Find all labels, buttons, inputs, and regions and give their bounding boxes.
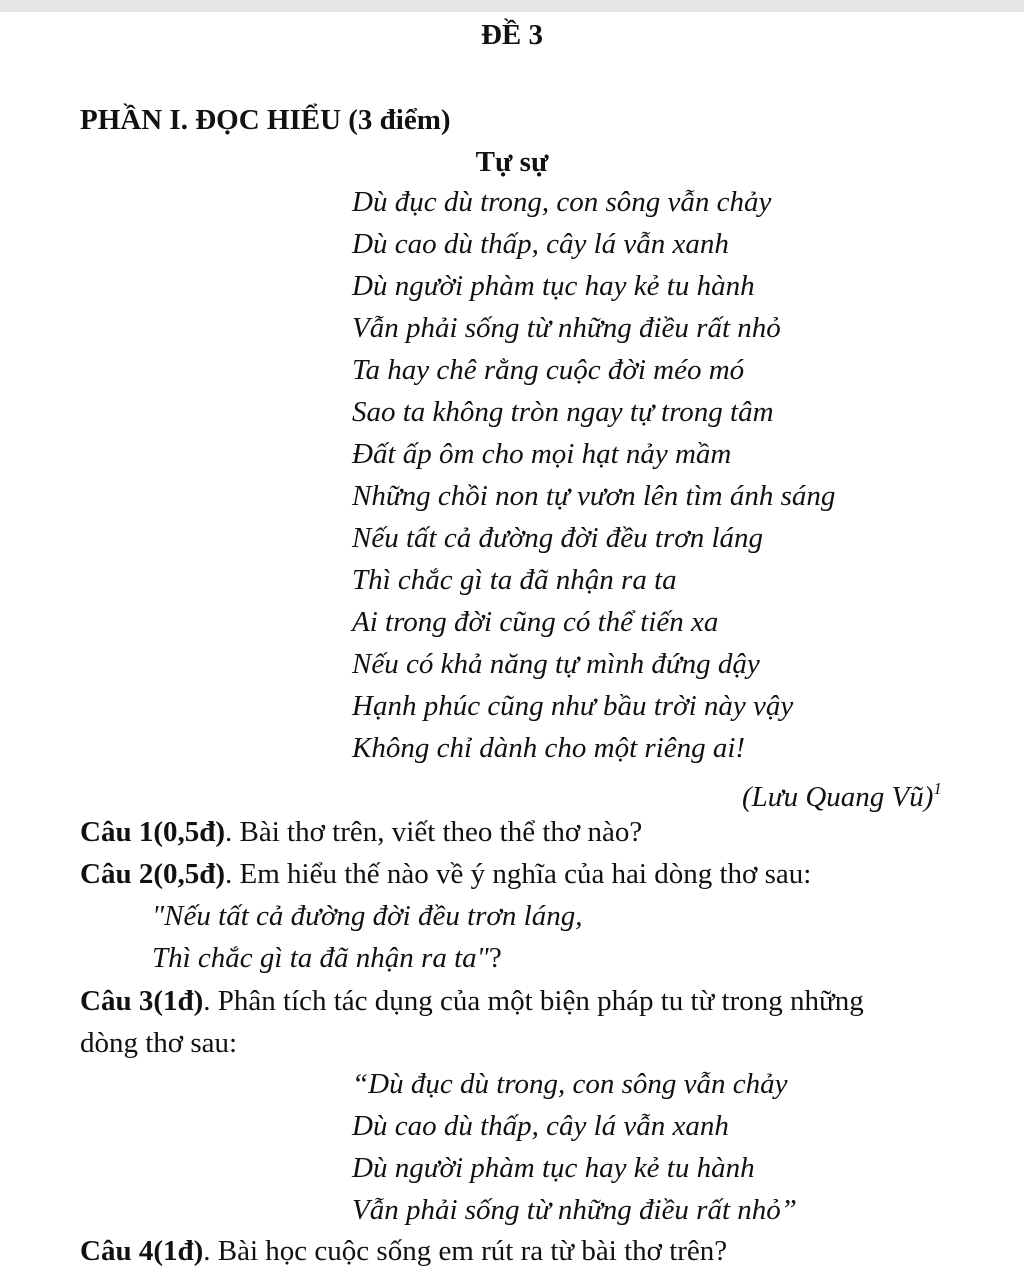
poem-line: Thì chắc gì ta đã nhận ra ta bbox=[352, 564, 677, 596]
question-label: Câu 4(1đ) bbox=[80, 1235, 204, 1267]
question-label: Câu 2(0,5đ) bbox=[80, 858, 226, 890]
question-text: . Em hiểu thế nào về ý nghĩa của hai dòng thơ sau: bbox=[225, 858, 812, 890]
question-3-continued: dòng thơ sau: bbox=[80, 1027, 238, 1059]
quoted-line: "Nếu tất cả đường đời đều trơn láng, bbox=[152, 900, 583, 932]
quoted-line-with-end bbox=[152, 941, 502, 975]
poem-line: Hạnh phúc cũng như bầu trời này vậy bbox=[352, 690, 794, 722]
question-label: Câu 3(1đ) bbox=[80, 985, 204, 1017]
poem-line: Ta hay chê rằng cuộc đời méo mó bbox=[352, 354, 745, 386]
author-name: (Lưu Quang Vũ) bbox=[742, 781, 934, 813]
poem-line: Ai trong đời cũng có thể tiến xa bbox=[352, 606, 719, 638]
question-label: Câu 1(0,5đ) bbox=[80, 816, 226, 848]
quoted-line: Dù người phàm tục hay kẻ tu hành bbox=[352, 1152, 755, 1184]
quoted-line: Dù cao dù thấp, cây lá vẫn xanh bbox=[352, 1110, 729, 1142]
question-text: . Bài thơ trên, viết theo thể thơ nào? bbox=[225, 816, 643, 848]
top-border bbox=[0, 0, 1024, 12]
poem-line: Không chỉ dành cho một riêng ai! bbox=[352, 732, 746, 764]
quoted-line: Vẫn phải sống từ những điều rất nhỏ” bbox=[352, 1194, 797, 1226]
poem-title: Tự sự bbox=[475, 146, 549, 178]
poem-line: Sao ta không tròn ngay tự trong tâm bbox=[352, 396, 774, 428]
question-2 bbox=[80, 857, 811, 891]
question-text: . Bài học cuộc sống em rút ra từ bài thơ trên? bbox=[203, 1235, 728, 1267]
poem-line: Dù cao dù thấp, cây lá vẫn xanh bbox=[352, 228, 729, 260]
poem-line: Dù người phàm tục hay kẻ tu hành bbox=[352, 270, 755, 302]
quoted-line: Thì chắc gì ta đã nhận ra ta" bbox=[152, 942, 489, 974]
poem-line: Nếu tất cả đường đời đều trơn láng bbox=[352, 522, 764, 554]
section-title: PHẦN I. ĐỌC HIỂU (3 điểm) bbox=[80, 104, 451, 136]
question-4 bbox=[80, 1234, 727, 1268]
footnote-mark: 1 bbox=[933, 779, 942, 798]
poem-line: Nếu có khả năng tự mình đứng dậy bbox=[352, 648, 760, 680]
poem-line: Đất ấp ôm cho mọi hạt nảy mầm bbox=[352, 438, 732, 470]
poem-line: Những chồi non tự vươn lên tìm ánh sáng bbox=[352, 480, 836, 512]
question-text: . Phân tích tác dụng của một biện pháp tu từ trong những bbox=[203, 985, 864, 1017]
question-3 bbox=[80, 984, 864, 1018]
question-1 bbox=[80, 815, 642, 849]
poem-line: Dù đục dù trong, con sông vẫn chảy bbox=[352, 186, 772, 218]
quote-end-mark: ? bbox=[488, 942, 502, 974]
poem-line: Vẫn phải sống từ những điều rất nhỏ bbox=[352, 312, 781, 344]
poem-author bbox=[742, 772, 942, 814]
quoted-line: “Dù đục dù trong, con sông vẫn chảy bbox=[352, 1068, 788, 1100]
exam-title: ĐỀ 3 bbox=[480, 19, 544, 51]
